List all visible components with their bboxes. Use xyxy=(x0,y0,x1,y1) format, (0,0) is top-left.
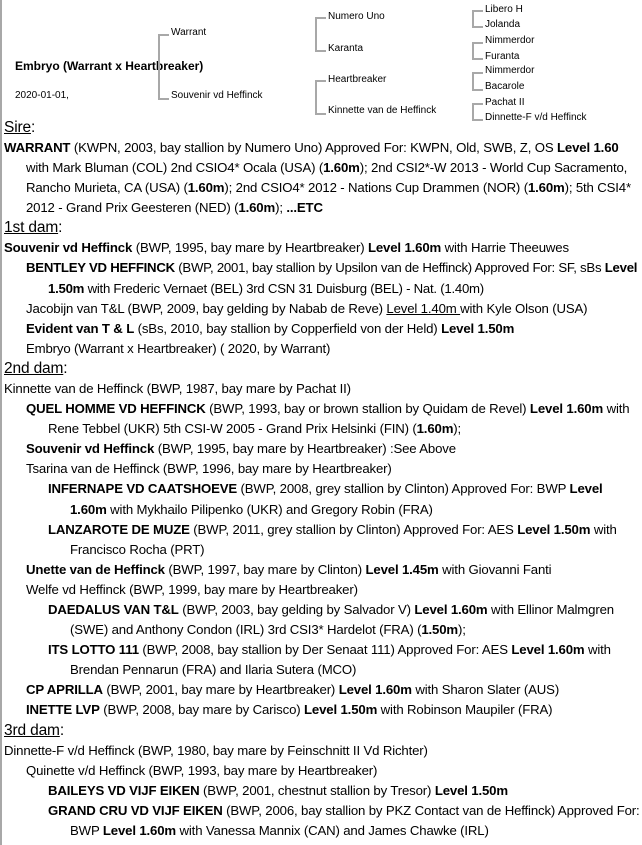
pedigree-subject: Embryo (Warrant x Heartbreaker) xyxy=(15,59,204,73)
pedigree-dam[interactable]: Souvenir vd Heffinck xyxy=(171,90,263,101)
pedigree-document xyxy=(4,118,640,841)
pedigree-gen3-item[interactable]: Nimmerdor xyxy=(485,65,535,76)
section-heading-sire: Sire: xyxy=(4,119,36,136)
pedigree-gen3-item[interactable]: Jolanda xyxy=(485,19,521,30)
dam3-main-entry: Dinnette-F v/d Heffinck (BWP, 1980, bay mare by Feinschnitt II Vd Richter) xyxy=(4,742,428,758)
dam2-main-entry: Kinnette van de Heffinck (BWP, 1987, bay mare by Pachat II) xyxy=(4,380,351,396)
pedigree-gen2-item[interactable]: Karanta xyxy=(328,43,364,54)
offspring-entry: BENTLEY VD HEFFINCK (BWP, 2001, bay stallion by Upsilon van de Heffinck) Approved For: SF, sBs Level 1.50m with Frederic Vernaet (BEL) 3rd CSN 31 Duisburg (BEL) - Nat. (1.40m) xyxy=(26,260,638,296)
offspring-entry: Evident van T & L (sBs, 2010, bay stallion by Copperfield von der Held) Level 1.50m xyxy=(26,320,515,336)
pedigree-bracket-gen1 xyxy=(158,34,169,100)
offspring-entry: Quinette v/d Heffinck (BWP, 1993, bay mare by Heartbreaker) xyxy=(26,762,378,778)
pedigree-tree xyxy=(0,0,642,124)
offspring-entry: BAILEYS VD VIJF EIKEN (BWP, 2001, chestnut stallion by Tresor) Level 1.50m xyxy=(48,782,508,798)
pedigree-gen3-item[interactable]: Bacarole xyxy=(485,81,525,92)
offspring-entry: INETTE LVP (BWP, 2008, bay mare by Carisco) Level 1.50m with Robinson Maupiler (FRA) xyxy=(26,702,553,718)
offspring-entry: Welfe vd Heffinck (BWP, 1999, bay mare by Heartbreaker) xyxy=(26,581,358,597)
pedigree-gen3-item[interactable]: Pachat II xyxy=(485,97,525,108)
offspring-entry: GRAND CRU VD VIJF EIKEN (BWP, 2006, bay stallion by PKZ Contact van de Heffinck) Approved For: BWP Level 1.60m with Vanessa Mannix (CAN) and James Chawke (IRL) xyxy=(48,802,640,838)
dam1-main-entry: Souvenir vd Heffinck (BWP, 1995, bay mare by Heartbreaker) Level 1.60m with Harrie Theeuwes xyxy=(4,240,569,256)
page-left-border xyxy=(0,0,2,845)
section-heading-2nd-dam: 2nd dam: xyxy=(4,359,68,377)
offspring-entry: CP APRILLA (BWP, 2001, bay mare by Heartbreaker) Level 1.60m with Sharon Slater (AUS) xyxy=(26,682,560,698)
offspring-entry: Tsarina van de Heffinck (BWP, 1996, bay mare by Heartbreaker) xyxy=(26,461,392,477)
offspring-entry: DAEDALUS VAN T&L (BWP, 2003, bay gelding by Salvador V) Level 1.60m with Ellinor Malmgren (SWE) and Anthony Condon (IRL) 3rd CSI3* Hardelot (FRA) (1.50m); xyxy=(48,601,614,638)
pedigree-gen2-item[interactable]: Numero Uno xyxy=(328,11,385,22)
offspring-entry: Souvenir vd Heffinck (BWP, 1995, bay mare by Heartbreaker) :See Above xyxy=(26,441,456,457)
offspring-entry: ITS LOTTO 111 (BWP, 2008, bay stallion by Der Senaat 111) Approved For: AES Level 1.60m with Brendan Pennarun (FRA) and Ilaria Sutera (MCO) xyxy=(48,642,611,678)
pedigree-gen2-item[interactable]: Kinnette van de Heffinck xyxy=(328,105,437,116)
pedigree-gen3-item[interactable]: Nimmerdor xyxy=(485,35,535,46)
pedigree-sire[interactable]: Warrant xyxy=(171,27,207,38)
pedigree-gen3-item[interactable]: Libero H xyxy=(485,4,523,15)
offspring-entry: QUEL HOMME VD HEFFINCK (BWP, 1993, bay or brown stallion by Quidam de Revel) Level 1.60m with Rene Tebbel (UKR) 5th CSI-W 2005 - Grand Prix Helsinki (FIN) (1.60m); xyxy=(26,401,630,437)
horse-name: WARRANT xyxy=(4,140,71,155)
section-heading-3rd-dam: 3rd dam: xyxy=(4,721,64,739)
etc-text: ...ETC xyxy=(286,200,323,216)
section-heading-1st-dam: 1st dam: xyxy=(4,219,63,237)
pedigree-gen3-item[interactable]: Dinnette-F v/d Heffinck xyxy=(485,112,587,123)
pedigree-bracket-gen2-dam xyxy=(315,80,326,115)
pedigree-date: 2020-01-01, xyxy=(15,90,69,101)
pedigree-bracket-gen3 xyxy=(472,72,483,91)
offspring-entry: Embryo (Warrant x Heartbreaker) ( 2020, by Warrant) xyxy=(26,340,331,356)
offspring-entry: Unette van de Heffinck (BWP, 1997, bay mare by Clinton) Level 1.45m with Giovanni Fanti xyxy=(26,561,552,577)
pedigree-bracket-gen3 xyxy=(472,10,483,28)
pedigree-bracket-gen3 xyxy=(472,42,483,60)
pedigree-gen3-item[interactable]: Furanta xyxy=(485,51,520,62)
sire-entry: WARRANT (KWPN, 2003, bay stallion by Numero Uno) Approved For: KWPN, Old, SWB, Z, OS Level 1.60 with Mark Bluman (COL) 2nd CSIO4* Ocala (USA) (1.60m); 2nd CSI2*-W 2013 - World Cup Sacramento, Rancho Murieta, CA (USA) (1.60m); 2nd CSIO4* 2012 - Nations Cup Drammen (NOR) (1.60m); 5th CSI4* 2012 - Grand Prix Geesteren (NED) (1.60m); ...ETC xyxy=(4,140,631,216)
pedigree-gen2-item[interactable]: Heartbreaker xyxy=(328,74,387,85)
offspring-entry: LANZAROTE DE MUZE (BWP, 2011, grey stallion by Clinton) Approved For: AES Level 1.50m with Francisco Rocha (PRT) xyxy=(48,521,617,557)
pedigree-bracket-gen2-sire xyxy=(315,17,326,52)
offspring-entry: INFERNAPE VD CAATSHOEVE (BWP, 2008, grey stallion by Clinton) Approved For: BWP Level 1.60m with Mykhailo Pilipenko (UKR) and Gregory Robin (FRA) xyxy=(48,481,603,517)
level: Level 1.60 xyxy=(557,140,619,155)
offspring-entry: Jacobijn van T&L (BWP, 2009, bay gelding by Nabab de Reve) Level 1.40m with Kyle Olson (USA) xyxy=(26,300,588,316)
